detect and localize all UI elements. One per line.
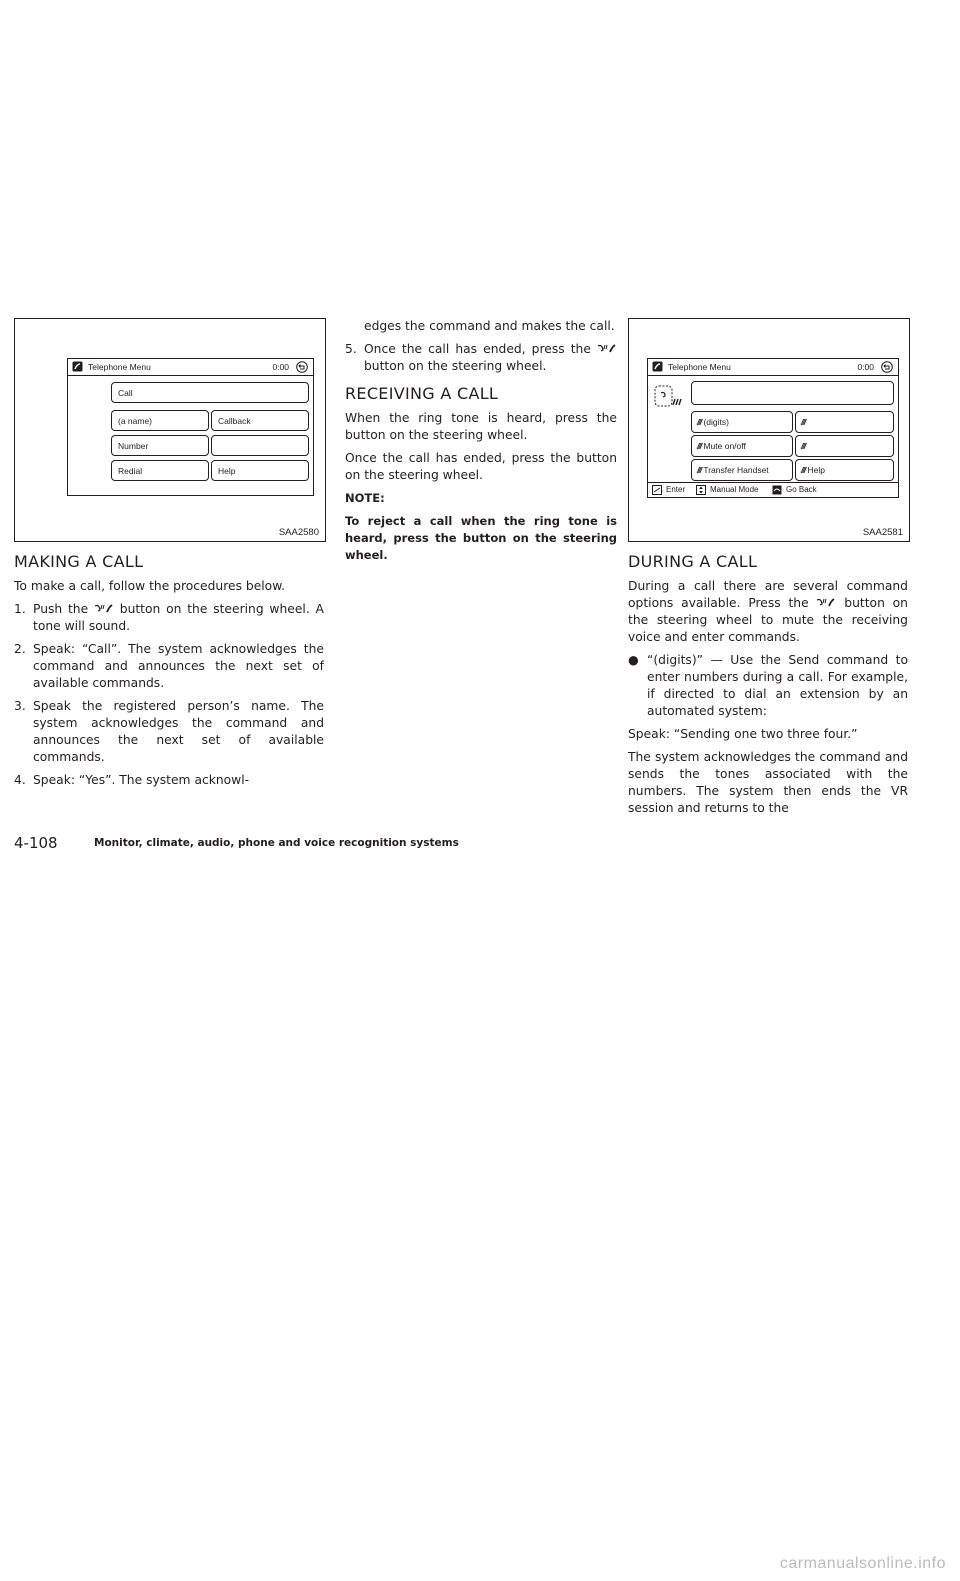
voice-icon: /// <box>801 417 806 427</box>
call-timer: 0:00 <box>857 362 874 372</box>
go-back-icon <box>772 485 782 495</box>
column-right <box>628 553 908 823</box>
screen-header <box>648 359 898 376</box>
back-icon[interactable] <box>881 361 893 373</box>
voice-icon: /// <box>697 417 702 427</box>
help-button[interactable]: Help <box>211 460 309 481</box>
list-item: 5. Once the call has ended, press the button on the steering wheel. <box>345 341 617 375</box>
paragraph: During a call there are several command options available. Press the button on the steering wheel to mute the receiving voice and enter commands. <box>628 579 908 644</box>
figure-saa2581 <box>628 318 910 542</box>
paragraph: When the ring tone is heard, press the button on the steering wheel. <box>345 411 617 442</box>
bullet-item: ● “(digits)” — Use the Send command to enter numbers during a call. For example, if directed to dial an extension by an automated system: <box>628 653 908 718</box>
watermark: carmanualsonline.info <box>779 1555 946 1572</box>
note-label: NOTE: <box>345 491 385 505</box>
voice-icon: /// <box>801 441 806 451</box>
list-item: 3. Speak the registered person’s name. The system acknowledges the command and announces the next set of available commands. <box>14 699 324 764</box>
section-heading-making-a-call: MAKING A CALL <box>14 552 144 571</box>
note-body: To reject a call when the ring tone is heard, press the button on the steering wheel. <box>345 514 617 562</box>
enter-label: Enter <box>666 485 686 494</box>
paragraph: To make a call, follow the procedures below. <box>14 579 286 593</box>
screen-title: Telephone Menu <box>668 362 731 372</box>
paragraph: Speak: “Sending one two three four.” <box>628 727 858 741</box>
go-back-label: Go Back <box>786 485 817 494</box>
section-footer: Monitor, climate, audio, phone and voice recognition systems <box>94 837 459 849</box>
list-item: 1. Push the button on the steering wheel. A tone will sound. <box>14 602 324 633</box>
talk-button-icon <box>94 603 114 614</box>
input-display <box>691 381 894 405</box>
help-button[interactable]: /// Help <box>795 459 894 481</box>
call-button[interactable]: Call <box>111 382 309 403</box>
talk-button-icon <box>816 597 836 608</box>
voice-talking-icon <box>654 385 684 413</box>
page-number: 4-108 <box>14 834 58 852</box>
telephone-menu-screen <box>647 358 899 498</box>
figure-id: SAA2580 <box>278 527 319 538</box>
blank-voice-button[interactable] <box>795 435 894 457</box>
screen-header <box>68 359 313 376</box>
name-button[interactable]: (a name) <box>111 410 209 431</box>
section-heading-during-a-call: DURING A CALL <box>628 552 758 571</box>
column-middle <box>345 318 617 570</box>
figure-saa2580 <box>14 318 326 542</box>
list-item: 4. Speak: “Yes”. The system acknowl- <box>14 773 250 787</box>
bullet-marker: ● <box>628 653 639 667</box>
steps-list <box>14 601 324 789</box>
redial-button[interactable]: Redial <box>111 460 209 481</box>
telephone-menu-screen <box>67 358 314 496</box>
paragraph: Once the call has ended, press the button on the steering wheel. <box>345 451 617 482</box>
voice-icon: /// <box>801 465 806 475</box>
digits-button[interactable]: /// (digits) <box>691 411 793 433</box>
list-item-continuation: edges the command and makes the call. <box>364 319 615 333</box>
empty-button[interactable] <box>211 435 309 456</box>
paragraph: The system acknowledges the command and sends the tones associated with the numbers. The system then ends the VR session and returns to the <box>628 750 908 815</box>
column-left <box>14 553 324 795</box>
manual-mode-icon <box>696 485 706 495</box>
enter-icon <box>652 485 662 495</box>
call-timer: 0:00 <box>272 362 289 372</box>
section-heading-receiving-a-call: RECEIVING A CALL <box>345 384 499 403</box>
manual-mode-label: Manual Mode <box>710 485 759 494</box>
status-bar <box>648 482 898 497</box>
screen-title: Telephone Menu <box>88 362 151 372</box>
mute-button[interactable]: /// Mute on/off <box>691 435 793 457</box>
voice-icon: /// <box>697 465 702 475</box>
blank-voice-button[interactable] <box>795 411 894 433</box>
list-item: 2. Speak: “Call”. The system acknowledges the command and announces the next set of available commands. <box>14 642 324 690</box>
callback-button[interactable]: Callback <box>211 410 309 431</box>
back-icon[interactable] <box>296 361 308 373</box>
voice-icon: /// <box>697 441 702 451</box>
talk-button-icon <box>597 343 617 354</box>
transfer-handset-button[interactable]: /// Transfer Handset <box>691 459 793 481</box>
number-button[interactable]: Number <box>111 435 209 456</box>
phone-icon <box>652 361 663 372</box>
figure-id: SAA2581 <box>862 527 903 538</box>
phone-icon <box>72 361 83 372</box>
